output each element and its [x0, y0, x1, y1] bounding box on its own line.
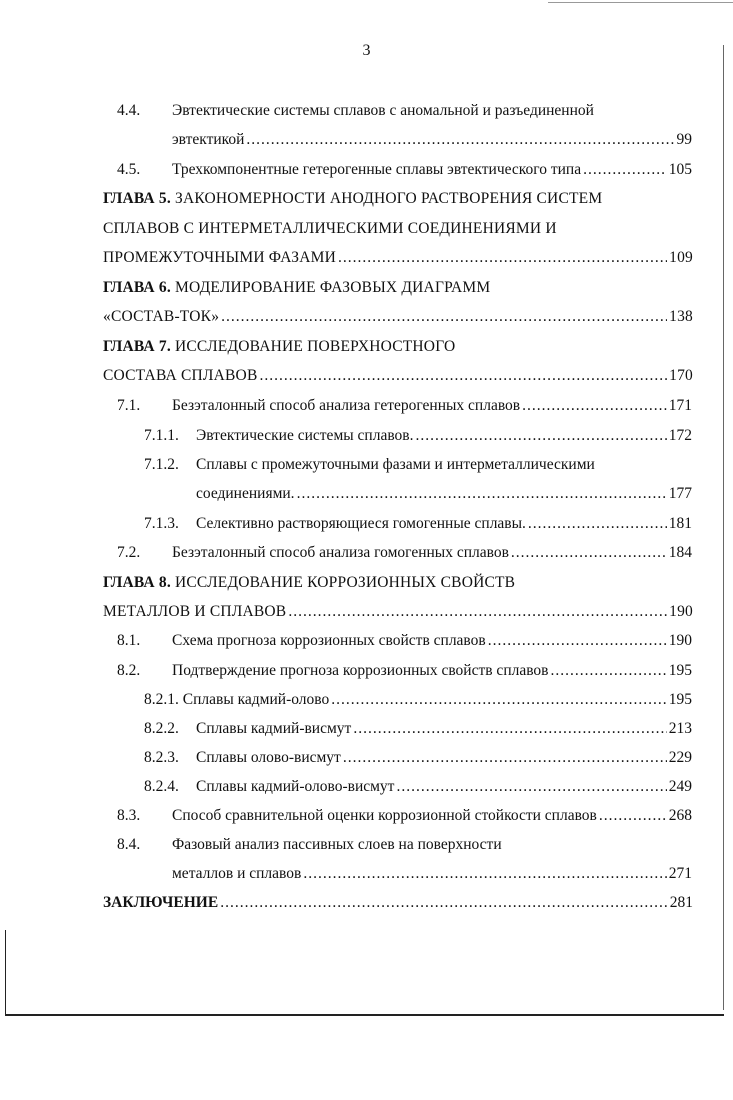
entry-page: 99: [676, 131, 692, 148]
toc-entry-8-2-1[interactable]: [144, 688, 692, 712]
toc-entry-4-5[interactable]: [117, 158, 692, 182]
entry-page: 170: [669, 367, 693, 384]
toc-entry-8-2-2[interactable]: [144, 717, 692, 741]
chapter-title-cont: МЕТАЛЛОВ И СПЛАВОВ: [103, 603, 287, 620]
entry-title: Фазовый анализ пассивных слоев на поверхности: [172, 836, 502, 853]
entry-page: 195: [668, 662, 692, 679]
toc-entry-7-1-1[interactable]: [144, 424, 692, 448]
entry-title: Способ сравнительной оценки коррозионной стойкости сплавов: [172, 807, 597, 824]
toc-conclusion[interactable]: [103, 891, 693, 915]
chapter-title-cont: ПРОМЕЖУТОЧНЫМИ ФАЗАМИ: [103, 249, 337, 266]
entry-title-cont: соединениями.: [196, 485, 295, 502]
entry-title: Селективно растворяющиеся гомогенные сплавы.: [196, 515, 526, 532]
toc-entry-7-1-2[interactable]: [144, 453, 692, 477]
toc-chapter-5-cont2[interactable]: [103, 246, 693, 270]
toc-chapter-5-cont1: [103, 217, 693, 241]
entry-page: 177: [668, 485, 692, 502]
chapter-title: ЗАКОНОМЕРНОСТИ АНОДНОГО РАСТВОРЕНИЯ СИСТЕМ: [175, 190, 603, 207]
scan-border-left: [5, 930, 6, 1015]
entry-title-cont: эвтектикой: [172, 131, 245, 148]
toc-entry-7-1-3[interactable]: [144, 512, 692, 536]
chapter-label: ГЛАВА 6.: [103, 279, 171, 296]
entry-number: 7.1.: [117, 397, 141, 414]
toc-entry-8-2[interactable]: [117, 659, 692, 683]
toc-chapter-6[interactable]: [103, 276, 693, 300]
entry-page: 271: [668, 865, 692, 882]
entry-title: Безэталонный способ анализа гетерогенных сплавов: [172, 397, 521, 414]
entry-page: 268: [668, 807, 692, 824]
chapter-title: ИССЛЕДОВАНИЕ ПОВЕРХНОСТНОГО: [175, 338, 456, 355]
scan-border-top: [548, 2, 733, 3]
toc-entry-7-2[interactable]: [117, 541, 692, 565]
entry-number: 8.2.4.: [144, 778, 179, 795]
chapter-title-cont: «СОСТАВ-ТОК»: [103, 308, 220, 325]
toc-entry-7-1[interactable]: [117, 394, 692, 418]
entry-page: 213: [668, 720, 692, 737]
entry-number: 8.3.: [117, 807, 141, 824]
entry-number: 7.1.2.: [144, 456, 179, 473]
chapter-title: ИССЛЕДОВАНИЕ КОРРОЗИОННЫХ СВОЙСТВ: [175, 574, 516, 591]
toc-chapter-8-cont[interactable]: [103, 600, 693, 624]
entry-number: 8.2.3.: [144, 749, 179, 766]
page-number: 3: [362, 42, 371, 59]
toc-entry-8-1[interactable]: [117, 629, 692, 653]
entry-page: 249: [668, 778, 692, 795]
entry-number: 7.1.3.: [144, 515, 179, 532]
chapter-title: МОДЕЛИРОВАНИЕ ФАЗОВЫХ ДИАГРАММ: [175, 279, 491, 296]
chapter-title-cont: СОСТАВА СПЛАВОВ: [103, 367, 258, 384]
toc-entry-8-3[interactable]: [117, 804, 692, 828]
toc-chapter-8[interactable]: [103, 571, 693, 595]
entry-page: 172: [668, 427, 692, 444]
entry-title: Схема прогноза коррозионных свойств сплавов: [172, 632, 486, 649]
entry-page: 138: [669, 308, 693, 325]
entry-number: 7.2.: [117, 544, 141, 561]
entry-page: 281: [669, 894, 693, 911]
toc-entry-8-2-3[interactable]: [144, 746, 692, 770]
entry-title: Трехкомпонентные гетерогенные сплавы эвтектического типа: [172, 161, 582, 178]
toc-entry-8-2-4[interactable]: [144, 775, 692, 799]
entry-title: Эвтектические системы сплавов.: [196, 427, 414, 444]
entry-title-cont: металлов и сплавов: [172, 865, 302, 882]
toc-entry-8-4-cont[interactable]: [172, 862, 692, 886]
entry-number: 8.1.: [117, 632, 141, 649]
entry-title: Безэталонный способ анализа гомогенных сплавов: [172, 544, 509, 561]
entry-number: 8.4.: [117, 836, 141, 853]
entry-title: Сплавы с промежуточными фазами и интерметаллическими: [196, 456, 595, 473]
entry-page: 190: [668, 632, 692, 649]
conclusion-title: ЗАКЛЮЧЕНИЕ: [103, 894, 219, 911]
entry-number: 8.2.2.: [144, 720, 179, 737]
toc-chapter-6-cont[interactable]: [103, 305, 693, 329]
entry-title: Подтверждение прогноза коррозионных свойств сплавов: [172, 662, 549, 679]
toc-entry-4-4[interactable]: [117, 99, 692, 123]
entry-number: 4.4.: [117, 102, 141, 119]
entry-title: Сплавы кадмий-висмут: [196, 720, 352, 737]
entry-number: 8.2.: [117, 662, 141, 679]
entry-title: Эвтектические системы сплавов с аномальной и разъединенной: [172, 102, 594, 119]
toc-chapter-7[interactable]: [103, 335, 693, 359]
chapter-title-cont: СПЛАВОВ С ИНТЕРМЕТАЛЛИЧЕСКИМИ СОЕДИНЕНИЯМИ И: [103, 220, 557, 237]
toc-chapter-5[interactable]: [103, 187, 693, 211]
entry-title: 8.2.1. Сплавы кадмий-олово: [144, 691, 330, 708]
entry-page: 190: [669, 603, 693, 620]
scan-border-right: [723, 45, 724, 1010]
toc-entry-7-1-2-cont[interactable]: [196, 482, 692, 506]
entry-page: 195: [668, 691, 692, 708]
entry-page: 171: [668, 397, 692, 414]
toc-entry-8-4[interactable]: [117, 833, 692, 857]
scan-border-bottom: [5, 1014, 724, 1016]
toc-entry-4-4-cont[interactable]: [172, 128, 692, 152]
entry-page: 109: [669, 249, 693, 266]
chapter-label: ГЛАВА 8.: [103, 574, 171, 591]
toc-chapter-7-cont[interactable]: [103, 364, 693, 388]
chapter-label: ГЛАВА 5.: [103, 190, 171, 207]
entry-title: Сплавы олово-висмут: [196, 749, 341, 766]
entry-page: 229: [668, 749, 692, 766]
entry-number: 4.5.: [117, 161, 141, 178]
entry-number: 7.1.1.: [144, 427, 179, 444]
entry-page: 105: [668, 161, 692, 178]
entry-title: Сплавы кадмий-олово-висмут: [196, 778, 395, 795]
entry-page: 184: [668, 544, 692, 561]
entry-page: 181: [668, 515, 692, 532]
chapter-label: ГЛАВА 7.: [103, 338, 171, 355]
